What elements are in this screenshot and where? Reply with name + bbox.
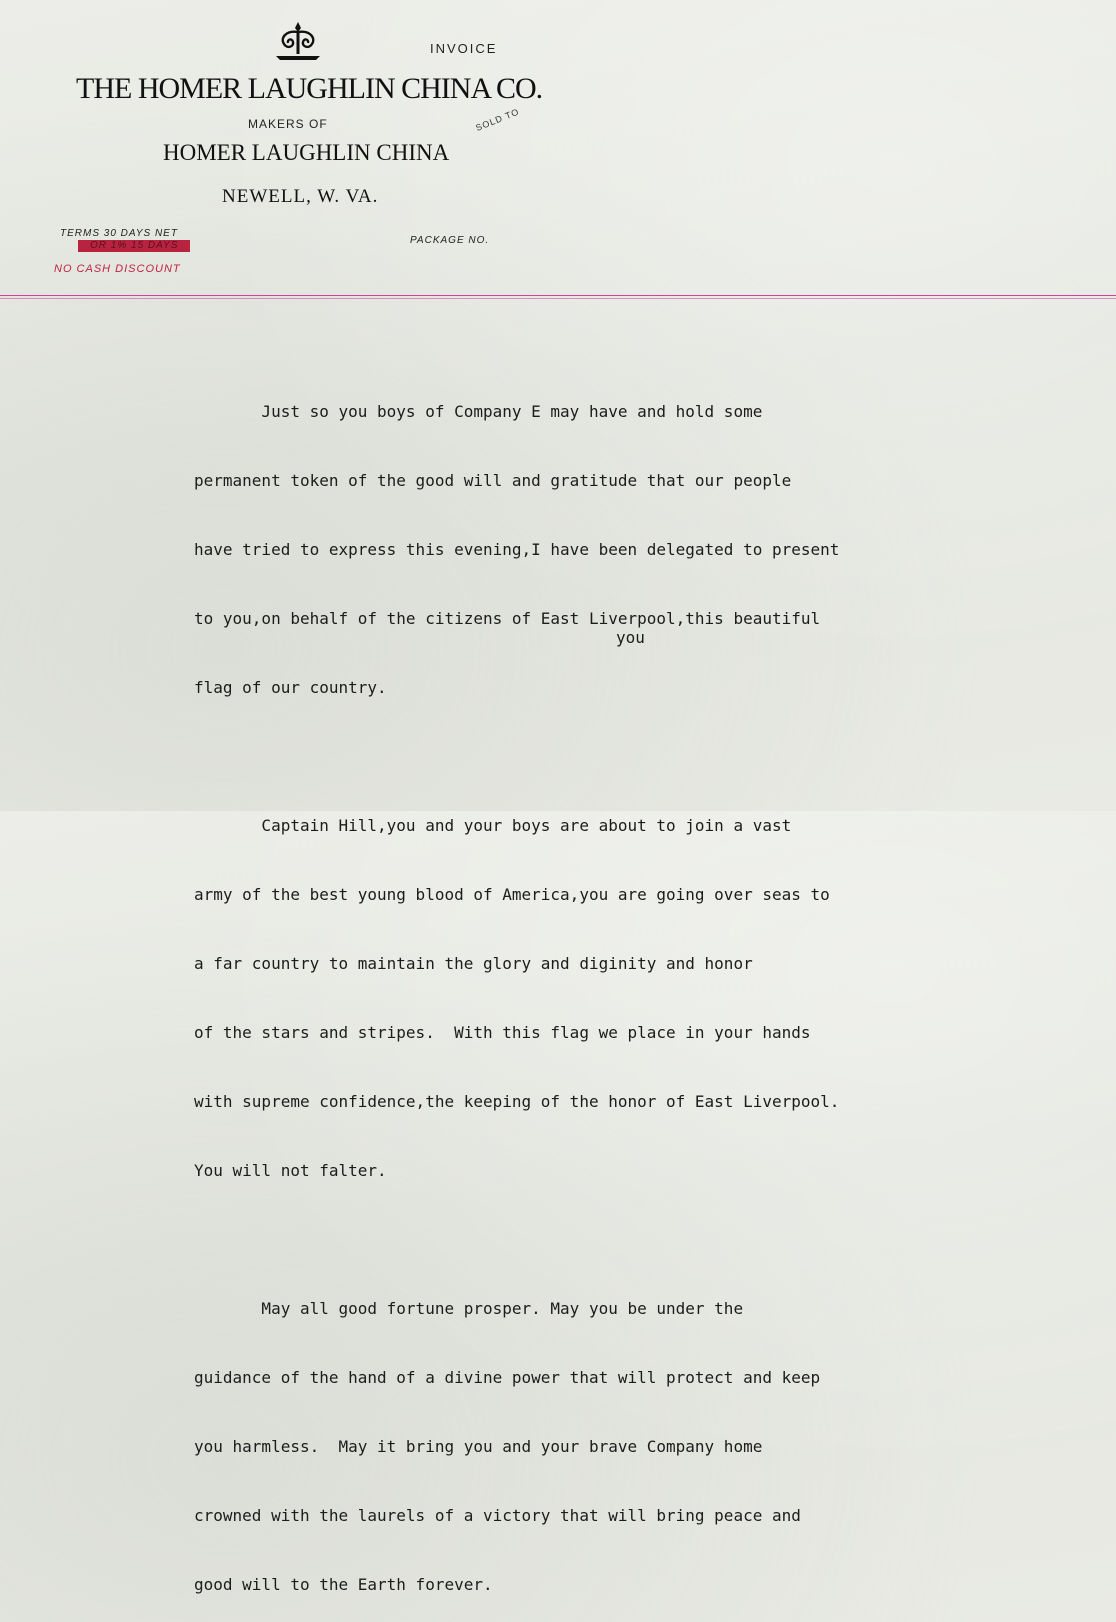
letter-paragraph-1 [194,354,839,745]
company-name: THE HOMER LAUGHLIN CHINA CO. [76,72,543,105]
letter-line: a far country to maintain the glory and diginity and honor [194,954,753,973]
struck-discount-terms: OR 1% 15 DAYS [78,240,190,252]
letter-line: you harmless. May it bring you and your brave Company home [194,1437,763,1456]
letter-line: of the stars and stripes. With this flag we place in your hands [194,1023,811,1042]
letter-line: flag of our country. [194,678,387,697]
letter-line: You will not falter. [194,1161,387,1180]
letterhead-divider-shadow [0,298,1116,299]
paragraph-gap [194,745,839,768]
letter-line: Captain Hill,you and your boys are about to join a vast [194,816,792,835]
sold-to-label: SOLD TO [474,106,521,133]
ornament-icon [272,20,324,62]
product-name: HOMER LAUGHLIN CHINA [163,140,450,165]
letter-paragraph-3 [194,1251,839,1622]
letter-body [194,354,839,1622]
paragraph-gap [194,1228,839,1251]
letter-line: to you,on behalf of the citizens of East Liverpool,this beautiful [194,609,821,628]
makers-of-label: MAKERS OF [248,117,328,131]
letter-line: Just so you boys of Company E may have and hold some [194,402,763,421]
letter-line: with supreme confidence,the keeping of the honor of East Liverpool. [194,1092,840,1111]
letter-line: crowned with the laurels of a victory that will bring peace and [194,1506,801,1525]
package-number-label: PACKAGE NO. [410,235,490,246]
letter-line: permanent token of the good will and gratitude that our people [194,471,792,490]
letter-line: good will to the Earth forever. [194,1575,493,1594]
letterhead-divider [0,295,1116,296]
letter-line: May all good fortune prosper. May you be under the [194,1299,744,1318]
letter-paragraph-2 [194,768,839,1228]
no-cash-discount-label: NO CASH DISCOUNT [54,263,181,275]
letter-line: have tried to express this evening,I have been delegated to present [194,540,840,559]
payment-terms: TERMS 30 DAYS NET [60,228,178,239]
letter-line: army of the best young blood of America,you are going over seas to [194,885,830,904]
handwritten-insertion: you [616,628,645,647]
document-type-label: INVOICE [430,41,498,56]
letter-line: guidance of the hand of a divine power that will protect and keep [194,1368,821,1387]
company-location: NEWELL, W. VA. [222,186,379,207]
